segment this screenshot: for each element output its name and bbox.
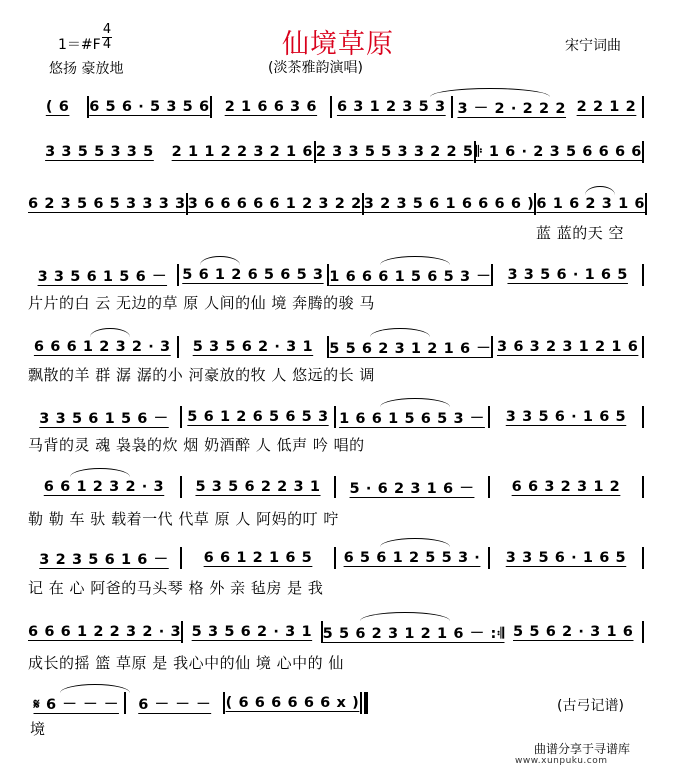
lyrics-line-3: 飘散的羊 群 潺 潺的小 河豪放的牧 人 悠远的长 调: [28, 366, 375, 384]
measure: 5 6 1 2 6 5 6 5 3: [182, 267, 324, 283]
measure: 6 6 1 2 3 2 · 3: [43, 479, 165, 495]
score-row-4: [28, 264, 644, 286]
measure: 3 2 3 5 6 1 6 －: [39, 551, 169, 568]
measure: 1 6 6 1 5 6 5 3 －: [339, 410, 485, 427]
slur-mark: [380, 398, 450, 407]
measure: 5 3 5 6 2 2 3 1: [195, 479, 321, 495]
barline: [642, 476, 644, 498]
slur-mark: [585, 186, 615, 195]
measure: 5 · 6 2 3 1 6 －: [349, 480, 475, 497]
measure: 6 3 1 2 3 5 3: [336, 99, 446, 115]
measure: 2 3 3 5 5 3 3 2 2 5: [315, 144, 474, 160]
slur-mark: [360, 612, 450, 621]
barline: [642, 547, 644, 569]
barline: [642, 96, 644, 118]
barline: [642, 336, 644, 358]
slur-mark: [70, 468, 130, 477]
measure: 3 2 3 5 6 1 6 6 6 6 ): [363, 196, 535, 212]
credits: 宋宁词曲: [565, 38, 621, 54]
measure: 3 3 5 6 1 5 6 －: [39, 410, 169, 427]
lyrics-line-4: 马背的灵 魂 袅袅的炊 烟 奶酒醉 人 低声 吟 唱的: [28, 436, 365, 454]
slur-mark: [60, 684, 130, 693]
time-signature-bottom: 4: [102, 37, 112, 52]
slur-mark: [370, 328, 430, 337]
score-row-9: [28, 621, 644, 643]
final-barline-thin: [360, 692, 362, 714]
barline: [642, 406, 644, 428]
measure: 5 3 5 6 2 · 3 1: [192, 339, 314, 355]
measure: 6 2 3 5 6 5 3 3 3 3: [28, 196, 186, 212]
measure: ( 6: [45, 99, 70, 115]
song-title: 仙境草原: [282, 29, 394, 60]
score-row-8: [28, 547, 644, 569]
slur-mark: [200, 256, 240, 265]
measure: 3 3 5 6 · 1 6 5: [505, 550, 627, 566]
key-signature: 1＝#F: [58, 37, 101, 53]
measure: 6 6 3 2 3 1 2: [511, 479, 621, 495]
measure: 3 － 2 · 2 2 2: [457, 100, 567, 117]
measure: 6 5 6 1 2 5 5 3 ·: [343, 550, 481, 566]
measure: 2 1 1 2 2 3 2 1 6: [171, 144, 314, 160]
barline: [642, 141, 644, 163]
measure: 3 3 5 6 · 1 6 5: [505, 409, 627, 425]
measure: 5 6 1 2 6 5 6 5 3: [187, 409, 329, 425]
transcriber-note: (古弓记谱): [557, 698, 624, 714]
measure: 5 5 6 2 3 1 2 1 6 －: [329, 340, 492, 357]
slur-mark: [380, 256, 450, 265]
lyrics-line-6: 记 在 心 阿爸的马头琴 格 外 亲 毡房 是 我: [28, 579, 324, 597]
measure: 3 6 3 2 3 1 2 1 6: [497, 339, 639, 355]
time-signature: [102, 24, 112, 51]
slur-mark: [430, 88, 550, 97]
score-row-3: [28, 193, 644, 215]
lyrics-line-7: 成长的摇 篮 草原 是 我心中的仙 境 心中的 仙: [28, 654, 344, 672]
final-barline-thick: [364, 692, 368, 714]
slur-mark: [380, 538, 450, 547]
measure: 3 3 5 6 · 1 6 5: [507, 267, 628, 283]
measure: 6 6 1 2 1 6 5: [203, 550, 313, 566]
score-row-10: [28, 692, 368, 714]
measure: 1 6 6 6 1 5 6 5 3 －: [329, 268, 492, 285]
tempo-mark: 悠扬 豪放地: [49, 61, 124, 77]
measure: ( 6 6 6 6 6 6 x ): [225, 695, 360, 711]
score-row-1: [28, 96, 644, 118]
measure: 6 1 6 2 3 1 6: [536, 196, 646, 212]
measure: 6 6 6 1 2 3 2 · 3: [33, 339, 171, 355]
watermark: 曲谱分享于寻谱库: [534, 742, 631, 756]
lyrics-line-1: 蓝 蓝的天 空: [535, 224, 624, 242]
score-row-5: [28, 336, 644, 358]
measure: 3 6 6 6 6 6 1 2 3 2 2: [187, 196, 362, 212]
score-row-6: [28, 406, 644, 428]
time-signature-top: 4: [102, 22, 112, 37]
lyrics-line-8: 境: [30, 720, 46, 738]
measure: 6 － － －: [138, 696, 212, 713]
barline: [642, 621, 644, 643]
measure: 𝄆 1 6 · 2 3 5 6 6 6 6: [475, 144, 642, 160]
watermark-url: www.xunpuku.com: [515, 756, 608, 766]
measure: 5 5 6 2 · 3 1 6: [513, 624, 634, 640]
lyrics-line-5: 勒 勒 车 驮 载着一代 代草 原 人 阿妈的叮 咛: [28, 510, 339, 528]
score-row-2: [28, 141, 644, 163]
measure: 2 2 1 2: [576, 99, 637, 115]
measure: 5 3 5 6 2 · 3 1: [191, 624, 313, 640]
lyrics-line-2: 片片的白 云 无边的草 原 人间的仙 境 奔腾的骏 马: [28, 294, 375, 312]
measure: 𝄋 6 － － －: [33, 696, 119, 713]
measure: 6 6 6 1 2 2 3 2 · 3: [28, 624, 182, 640]
measure: 2 1 6 6 3 6: [224, 99, 318, 115]
slur-mark: [90, 328, 130, 337]
measure: 6 5 6 · 5 3 5 6: [89, 99, 210, 115]
measure: 5 5 6 2 3 1 2 1 6 － :𝄇: [322, 625, 505, 642]
barline: [645, 193, 647, 215]
measure: 3 3 5 6 1 5 6 －: [37, 268, 168, 285]
barline: [642, 264, 644, 286]
performer: (淡茶雅韵演唱): [268, 60, 363, 76]
score-row-7: [28, 476, 644, 498]
measure: 3 3 5 5 3 3 5: [45, 144, 154, 160]
